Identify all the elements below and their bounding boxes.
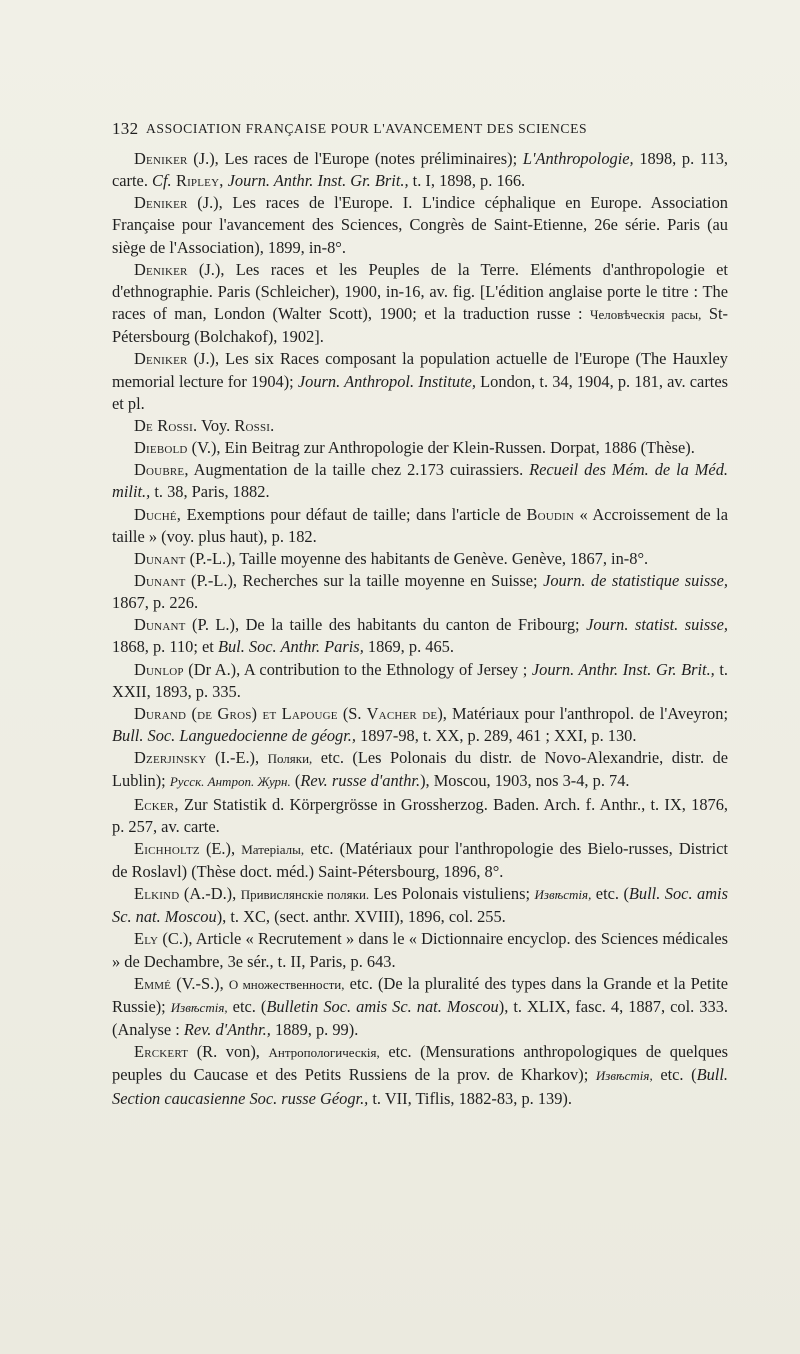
- entry-text: etc. (Mensurations anthropologiques de quelques peuples du Caucase et des Petits Russiens de la prov. de Kharkov);: [112, 1042, 728, 1085]
- entry-text: (J.), Les races et les Peuples de la Terre. Eléments d'anthropologie et d'ethnographie. Paris (Schleicher), 1900, in-16, av. fig. [L'édition anglaise porte le titre : The races of man, London (Walter Scott), 1900; et la traduction russe :: [112, 259, 728, 324]
- entry-journal: Journ. Anthr. Inst. Gr. Brit.,: [531, 659, 715, 679]
- entry-text: etc. (Les Polonais du distr. de Novo-Alexandrie, distr. de Lublin);: [112, 748, 728, 791]
- entry-author: Deniker: [134, 349, 188, 369]
- entry-author: Dunlop: [134, 659, 184, 679]
- entry-text: 1898, p. 113, carte.: [112, 149, 728, 191]
- bibliography-entry: [112, 570, 728, 614]
- entry-author: Ely: [134, 929, 159, 949]
- entry-journal: L'Anthropologie,: [522, 149, 634, 168]
- entry-text: etc. (: [227, 996, 267, 1016]
- entry-author: Ecker,: [134, 794, 179, 814]
- entry-text: etc. (: [652, 1065, 697, 1085]
- entry-text: (J.), Les races de l'Europe (notes préliminaires);: [187, 149, 523, 168]
- bibliography-entry: [112, 348, 728, 414]
- entry-text: (P. L.), De la taille des habitants du canton de Fribourg;: [185, 615, 587, 635]
- entry-text: etc. (Matériaux pour l'anthropologie des Bielo-russes, District de Roslavl) (Thèse doct. méd.) Saint-Pétersbourg, 1896, 8°.: [112, 838, 728, 881]
- entry-journal: Bull. Soc. Languedocienne de géogr.,: [112, 726, 356, 746]
- entry-author: Eichholtz: [134, 838, 200, 858]
- entry-text: (I.-E.),: [206, 748, 268, 768]
- entry-text: (P.-L.), Recherches sur la taille moyenne en Suisse;: [185, 570, 544, 590]
- entry-text: (V.), Ein Beitrag zur Anthropologie der Klein-Russen. Dorpat, 1886 (Thèse).: [187, 438, 695, 458]
- entry-text: Les Polonais vistuliens;: [369, 884, 535, 904]
- bibliography-entry: [112, 504, 728, 548]
- entry-reference: Cf.: [152, 171, 172, 191]
- bibliography-entry: [112, 415, 728, 437]
- entry-text: (Dr A.), A contribution to the Ethnology of Jersey ;: [183, 659, 532, 679]
- entry-journal: Bull. Soc. amis Sc. nat. Moscou: [112, 884, 728, 927]
- entry-text: 1897-98, t. XX, p. 289, 461 ; XXI, p. 130.: [356, 726, 637, 746]
- entry-text: t. VII, Tiflis, 1882-83, p. 139).: [368, 1088, 572, 1108]
- entry-text: 1868, p. 110; et: [112, 637, 218, 657]
- entry-text: (J.), Les six Races composant la population actuelle de l'Europe (The Hauxley memorial lecture for 1904);: [112, 349, 728, 391]
- entry-journal: Journ. Anthr. Inst. Gr. Brit.,: [223, 171, 409, 191]
- bibliography-entry: [112, 883, 728, 928]
- entry-journal: Journ. de statistique suisse,: [543, 570, 728, 590]
- entry-author: Diebold: [134, 438, 188, 458]
- entry-text: ), t. XLIX, fasc. 4, 1887, col. 333. (Analyse :: [112, 996, 728, 1040]
- entry-cyrillic-title: Привислянскіе поляки.: [240, 887, 370, 903]
- bibliography-list: [112, 148, 728, 1110]
- entry-text: ), t. XC, (sect. anthr. XVIII), 1896, col. 255.: [216, 907, 506, 927]
- entry-author: Boudin: [526, 504, 575, 524]
- entry-journal: Bul. Soc. Anthr. Paris,: [217, 637, 364, 657]
- entry-journal: Rev. d'Anthr.,: [183, 1020, 271, 1040]
- entry-author: Deniker: [134, 149, 188, 168]
- entry-text: Exemptions pour défaut de taille; dans l'article de: [181, 504, 527, 524]
- entry-journal: Journ. statist. suisse,: [586, 615, 728, 635]
- entry-text: etc. (: [591, 884, 629, 904]
- bibliography-entry: [112, 973, 728, 1041]
- bibliography-entry: [112, 838, 728, 883]
- entry-cyrillic-title: Поляки,: [267, 751, 313, 767]
- entry-text: 1867, p. 226.: [112, 593, 199, 613]
- bibliography-entry: [112, 1041, 728, 1109]
- entry-text: 1869, p. 465.: [363, 637, 454, 657]
- bibliography-entry: [112, 459, 728, 503]
- entry-author: Ripley,: [171, 171, 224, 191]
- entry-cyrillic-title: О множественности,: [228, 976, 345, 992]
- entry-cyrillic-journal: Русск. Антроп. Журн.: [169, 774, 291, 790]
- entry-text: Zur Statistik d. Körpergrösse in Grossherzog. Baden. Arch. f. Anthr., t. IX, 1876, p. 257, av. carte.: [112, 794, 728, 836]
- entry-author: Dunant: [134, 548, 186, 568]
- entry-author: Doubre,: [134, 460, 189, 480]
- entry-text: London, t. 34, 1904, p. 181, av. cartes et pl.: [112, 371, 728, 413]
- entry-text: (A.-D.),: [179, 884, 241, 904]
- entry-journal: Journ. Anthropol. Institute,: [297, 371, 477, 391]
- bibliography-entry: [112, 548, 728, 570]
- entry-text: (V.-S.),: [171, 973, 229, 993]
- entry-author: Emmé: [134, 973, 172, 993]
- bibliography-entry: [112, 703, 728, 747]
- entry-author: Erckert: [134, 1042, 189, 1062]
- entry-text: ), Matériaux pour l'anthropol. de l'Aveyron;: [437, 703, 728, 723]
- bibliography-entry: [112, 148, 728, 192]
- entry-author: Vacher de: [366, 703, 438, 723]
- entry-journal: Recueil des Mém. de la Méd. milit.,: [112, 460, 728, 502]
- entry-text: (C.), Article « Recrutement » dans le « Dictionnaire encyclop. des Sciences médicales » de Dechambre, 3e sér., t. II, Paris, p. 643.: [112, 929, 728, 971]
- entry-text: Voy.: [197, 415, 235, 435]
- entry-author: De Rossi.: [134, 415, 198, 435]
- bibliography-entry: [112, 794, 728, 838]
- entry-cyrillic-title: Матеріалы,: [241, 841, 305, 857]
- entry-text: t. I, 1898, p. 166.: [408, 171, 526, 191]
- entry-text: (E.),: [199, 838, 242, 858]
- entry-text: etc. (De la pluralité des types dans la Grande et la Petite Russie);: [112, 973, 728, 1016]
- entry-text: ), Moscou, 1903, nos 3-4, p. 74.: [420, 771, 630, 791]
- entry-author: Dzerjinsky: [134, 748, 207, 768]
- entry-text: (R. von),: [188, 1042, 269, 1062]
- entry-text: t. XXII, 1893, p. 335.: [112, 659, 729, 701]
- bibliography-entry: [112, 659, 728, 703]
- entry-author: Dunant: [134, 615, 186, 635]
- entry-author: Durand (de Gros) et Lapouge: [134, 703, 338, 723]
- entry-journal: Bull. Section caucasienne Soc. russe Géogr.,: [112, 1065, 729, 1108]
- entry-cyrillic-title: Антропологическія,: [268, 1045, 380, 1061]
- page-number: 132: [112, 119, 139, 138]
- entry-author: Deniker: [134, 193, 188, 213]
- bibliography-entry: [112, 259, 728, 349]
- bibliography-entry: [112, 928, 728, 972]
- entry-journal: Bulletin Soc. amis Sc. nat. Moscou: [266, 996, 499, 1016]
- entry-text: (P.-L.), Taille moyenne des habitants de Genève. Genève, 1867, in-8°.: [185, 548, 649, 568]
- entry-cyrillic-journal: Извѣстія,: [170, 999, 228, 1015]
- entry-text: (: [290, 771, 301, 791]
- bibliography-entry: [112, 614, 728, 658]
- entry-text: Augmentation de la taille chez 2.173 cuirassiers.: [188, 460, 530, 480]
- entry-cyrillic-title: Человѣческія расы,: [590, 307, 702, 323]
- entry-author: Elkind: [134, 884, 180, 904]
- entry-journal: Rev. russe d'anthr.: [300, 771, 421, 791]
- entry-text: 1889, p. 99).: [270, 1020, 359, 1040]
- entry-author: Rossi.: [234, 415, 275, 435]
- entry-cyrillic-journal: Извѣстія,: [534, 887, 592, 903]
- bibliography-entry: [112, 437, 728, 459]
- entry-author: Dunant: [134, 570, 186, 590]
- entry-author: Deniker: [134, 259, 188, 279]
- page-header: [112, 119, 724, 141]
- entry-text: t. 38, Paris, 1882.: [150, 482, 270, 502]
- entry-text: St-Pétersbourg (Bolchakof), 1902].: [112, 304, 728, 347]
- entry-cyrillic-journal: Извѣстія,: [595, 1068, 653, 1084]
- entry-text: « Accroissement de la taille » (voy. plus haut), p. 182.: [112, 504, 728, 546]
- bibliography-entry: [112, 192, 728, 258]
- running-head: ASSOCIATION FRANÇAISE POUR L'AVANCEMENT DES SCIENCES: [146, 121, 588, 136]
- entry-text: (J.), Les races de l'Europe. I. L'indice céphalique en Europe. Association Française pour l'avancement des Sciences, Congrès de Saint-Etienne, 26e série. Paris (au siège de l'Association), 1899, in-8°.: [112, 193, 728, 257]
- bibliography-entry: [112, 747, 728, 793]
- entry-text: (S.: [337, 703, 367, 723]
- entry-author: Duché,: [134, 504, 182, 524]
